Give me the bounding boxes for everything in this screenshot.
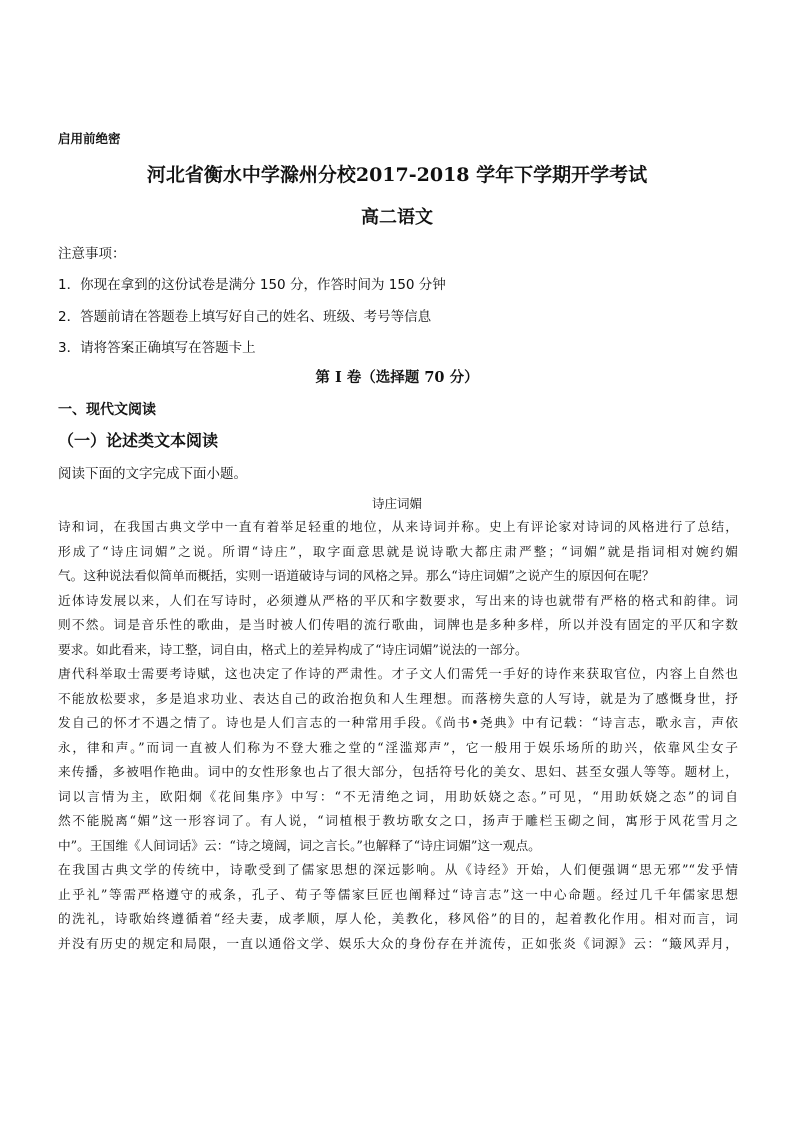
section-heading: 一、现代文阅读 [58,402,156,418]
exam-subtitle: 高二语文 [361,207,433,228]
passage-line: 形成了“诗庄词媚”之说。所谓“诗庄”，取字面意思就是说诗歌大都庄肃严整；“词媚”就是指词相对婉约媚 [58,543,738,559]
confidential-label: 启用前绝密 [58,131,121,146]
passage-line: 词以言情为主，欧阳炯《花间集序》中写：“不无清绝之词，用助妖娆之态。”可见，“用助妖娆之态”的词自 [58,788,738,804]
passage-line: 诗和词，在我国古典文学中一直有着举足轻重的地位，从来诗词并称。史上有评论家对诗词的风格进行了总结， [58,519,738,534]
passage-line: 近体诗发展以来，人们在写诗时，必须遵从严格的平仄和字数要求，写出来的诗也就带有严格的格式和韵律。词 [58,592,738,608]
note-item: 1．你现在拿到的这份试卷是满分 150 分，作答时间为 150 分钟 [58,277,446,293]
passage-line: 气。这种说法看似简单而概括，实则一语道破诗与词的风格之异。那么“诗庄词媚”之说产生的原因何在呢？ [58,568,655,583]
passage-line: 要求。如此看来，诗工整，词自由，格式上的差异构成了“诗庄词媚”说法的一部分。 [58,641,528,657]
passage-body [58,515,738,956]
passage-title: 诗庄词媚 [371,496,422,511]
passage-line: 发自己的怀才不遇之情了。诗也是人们言志的一种常用手段。《尚书•尧典》中有记载：“诗言志，歌永言，声依 [58,715,738,730]
passage-line: 永，律和声。”而词一直被人们称为不登大雅之堂的“淫滥郑声”，它一般用于娱乐场所的助兴，依靠风尘女子 [58,739,738,755]
notes-heading: 注意事项： [58,246,126,262]
part-title: 第 I 卷（选择题 70 分） [315,369,479,386]
passage-line: 来传播，多被唱作艳曲。词中的女性形象也占了很大部分，包括符号化的美女、思妇、甚至女强人等等。题材上， [58,764,738,779]
note-item: 3．请将答案正确填写在答题卡上 [58,340,256,356]
passage-line: 中”。王国维《人间词话》云：“诗之境阔，词之言长。”也解释了“诗庄词媚”这一观点。 [58,837,541,853]
passage-line: 止乎礼”等需严格遵守的戒条，孔子、荀子等儒家巨匠也阐释过“诗言志”这一中心命题。经过几千年儒家思想 [58,886,738,902]
exam-title: 河北省衡水中学滁州分校2017-2018 学年下学期开学考试 [146,164,648,186]
passage-line: 唐代科举取士需要考诗赋，这也决定了作诗的严肃性。才子文人们需凭一手好的诗作来获取官位，内容上自然也 [58,666,738,681]
instruction-text: 阅读下面的文字完成下面小题。 [58,466,247,482]
passage-line: 不能放松要求，多是追求功业、表达自己的政治抱负和人生理想。而落榜失意的人写诗，就是为了感慨身世，抒 [58,690,738,706]
passage-line: 的洗礼，诗歌始终遵循着“经夫妻，成孝顺，厚人伦，美教化，移风俗”的目的，起着教化作用。相对而言，词 [58,911,738,926]
passage-line: 在我国古典文学的传统中，诗歌受到了儒家思想的深远影响。从《诗经》开始，人们便强调“思无邪”“发乎情 [58,862,738,877]
note-item: 2．答题前请在答题卷上填写好自己的姓名、班级、考号等信息 [58,309,432,325]
passage-line: 然不能脱离“媚”这一形容词了。有人说，“词植根于教坊歌女之口，扬声于雕栏玉砌之间，寓形于风花雪月之 [58,813,738,828]
passage-line: 则不然。词是音乐性的歌曲，是当时被人们传唱的流行歌曲，词牌也是多种多样，所以并没有固定的平仄和字数 [58,617,738,632]
passage-line: 并没有历史的规定和局限，一直以通俗文学、娱乐大众的身份存在并流传，正如张炎《词源》云：“簸风弄月， [58,935,738,951]
subsection-heading: （一）论述类文本阅读 [58,431,219,450]
